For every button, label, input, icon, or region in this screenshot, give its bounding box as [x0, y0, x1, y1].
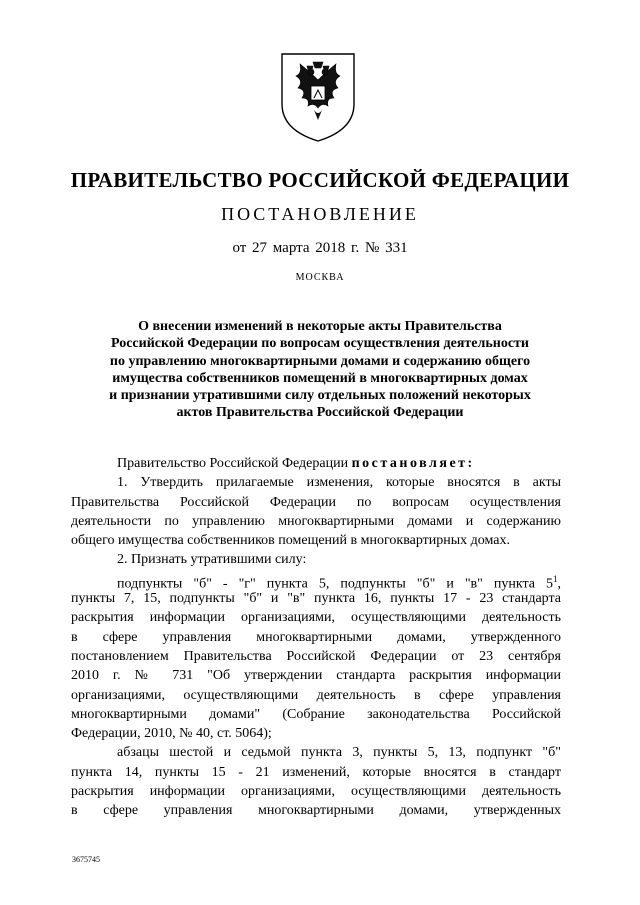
body-line	[71, 782, 561, 801]
body-line-text: 2010 г. № 731 "Об утверждении стандарта раскрытия информации	[71, 668, 561, 684]
body-line-text: Федерации, 2010, № 40, ст. 5064);	[71, 726, 272, 742]
body-line-text: пункты 7, 15, подпункты "б" и "в" пункта 16, пункты 17 - 23 стандарта	[71, 591, 561, 607]
body-line	[71, 570, 561, 592]
document-date: от 27 марта 2018 г. № 331	[232, 240, 408, 256]
body-line	[71, 666, 561, 685]
body-line	[71, 647, 561, 666]
body-line-text: пункта 14, пункты 15 - 21 изменений, которые вносятся в стандарт	[71, 764, 561, 780]
body-line-text: подпункты "б" - "г" пункта 5, подпункты "б" и "в" пункта 5	[117, 576, 553, 592]
preamble-text: Правительство Российской Федерации	[117, 456, 349, 471]
body-line	[71, 743, 561, 762]
coat-of-arms-icon	[276, 50, 360, 144]
title-line: по управлению многоквартирными домами и содержанию общего	[109, 353, 531, 369]
title-line: О внесении изменений в некоторые акты Правительства	[138, 319, 502, 334]
body-line	[71, 512, 561, 531]
body-line-text: в сфере управления многоквартирными домами, утвержденных	[71, 803, 561, 819]
title-line: актов Правительства Российской Федерации	[176, 405, 464, 421]
body-lines	[71, 473, 561, 820]
body-line	[71, 589, 561, 608]
government-name: ПРАВИТЕЛЬСТВО РОССИЙСКОЙ ФЕДЕРАЦИИ	[70, 168, 570, 192]
document-city: МОСКВА	[295, 272, 345, 283]
title-line: Российской Федерации по вопросам осуществления деятельности	[111, 336, 529, 352]
preamble-verb: постановляет:	[351, 456, 475, 471]
body-line-text: постановлением Правительства Российской Федерации от 23 сентября	[71, 648, 561, 664]
document-body	[71, 454, 561, 821]
body-line	[71, 550, 561, 569]
body-line-text: 1. Утвердить прилагаемые изменения, которые вносятся в акты	[117, 475, 561, 491]
document-title	[0, 318, 640, 422]
body-line-text: многоквартирными домами" (Собрание законодательства Российской	[71, 706, 561, 722]
title-line: и признании утратившими силу отдельных положений некоторых	[109, 388, 531, 404]
body-line	[71, 608, 561, 627]
body-line	[71, 801, 561, 820]
body-line	[71, 705, 561, 724]
document-type: ПОСТАНОВЛЕНИЕ	[221, 204, 419, 224]
title-line: имущества собственников помещений в многоквартирных домах	[112, 370, 528, 386]
body-line-text: организациями, осуществляющими деятельность в сфере управления	[71, 687, 561, 703]
body-line-suffix: ,	[557, 576, 561, 592]
body-line	[71, 763, 561, 782]
body-line	[71, 473, 561, 492]
body-line	[71, 531, 561, 550]
body-line-text: 2. Признать утратившими силу:	[117, 552, 307, 568]
body-line-text: деятельности по управлению многоквартирными домами и содержанию	[71, 513, 561, 529]
superscript: 1	[553, 573, 558, 584]
body-line-text: абзацы шестой и седьмой пункта 3, пункты 5, 13, подпункт "б"	[117, 745, 561, 761]
body-line	[71, 493, 561, 512]
body-line-text: раскрытия информации организациями, осуществляющими деятельность	[71, 784, 561, 800]
body-line-text: в сфере управления многоквартирными домами, утвержденного	[71, 629, 561, 645]
body-line-text: общего имущества собственников помещений в многоквартирных домах.	[71, 533, 510, 549]
body-line-text: раскрытия информации организациями, осуществляющими деятельность	[71, 610, 561, 626]
preamble	[71, 454, 561, 473]
body-line	[71, 686, 561, 705]
document-code: 3675745	[72, 855, 100, 864]
body-line	[71, 724, 561, 743]
body-line-text: Правительства Российской Федерации по вопросам осуществления	[71, 494, 561, 510]
body-line	[71, 628, 561, 647]
